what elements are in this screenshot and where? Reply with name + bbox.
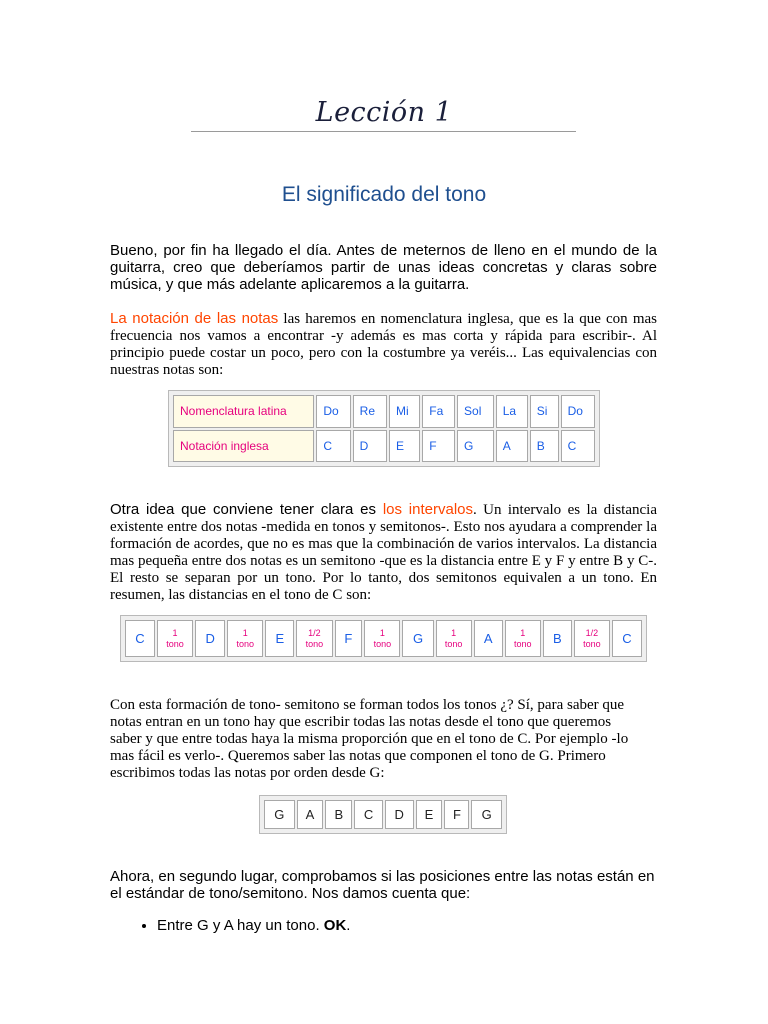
notation-paragraph bbox=[110, 310, 657, 379]
intro-paragraph: Bueno, por fin ha llegado el día. Antes de meternos de lleno en el mundo de la guitarra, creo que deberíamos partir de unas ideas concretas y claras sobre música, y que más adelante aplicaremos a la guitarra. bbox=[110, 242, 657, 293]
latin-note: Mi bbox=[389, 395, 420, 428]
interval-step bbox=[505, 620, 541, 657]
latin-row bbox=[173, 395, 595, 428]
interval-note: C bbox=[125, 620, 155, 657]
step-unit: tono bbox=[513, 638, 532, 649]
interval-note: C bbox=[612, 620, 642, 657]
check-paragraph: Ahora, en segundo lugar, comprobamos si las posiciones entre las notas están en el estándar de tono/semitono. Nos damos cuenta que: bbox=[110, 868, 655, 902]
title-divider bbox=[191, 131, 576, 132]
latin-note: Sol bbox=[457, 395, 494, 428]
english-note: A bbox=[496, 430, 528, 463]
latin-note: Si bbox=[530, 395, 559, 428]
intervals-paragraph bbox=[110, 501, 657, 604]
latin-note: Do bbox=[316, 395, 350, 428]
latin-note: Fa bbox=[422, 395, 455, 428]
interval-note: G bbox=[402, 620, 433, 657]
step-unit: tono bbox=[444, 638, 463, 649]
english-note: E bbox=[389, 430, 420, 463]
step-amount: 1/2 bbox=[585, 627, 599, 638]
step-unit: tono bbox=[236, 638, 255, 649]
g-note: F bbox=[444, 800, 469, 829]
interval-step bbox=[574, 620, 610, 657]
step-unit: tono bbox=[305, 638, 324, 649]
g-note: G bbox=[264, 800, 295, 829]
notation-text: las haremos en nomenclatura inglesa, que es la que con mas frecuencia nos vamos a encontrar -y además es mas corta y rápida para escribir-. Al principio puede costar un poco, pero con la costumbre ya veréis... Las equivalencias con nuestras notas son: bbox=[110, 311, 657, 378]
formation-paragraph: Con esta formación de tono- semitono se forman todos los tonos ¿? Sí, para saber que notas entran en un tono hay que escribir todas las notas desde el tono que queremos saber y que entre todas haya la misma proporción que en el tono de C. Por ejemplo -lo mas fácil es verlo-. Queremos saber las notas que componen el tono de G. Primero escribimos todas las notas por orden desde G: bbox=[110, 697, 629, 781]
latin-header: Nomenclatura latina bbox=[173, 395, 314, 428]
step-unit: tono bbox=[373, 638, 392, 649]
g-notes-table bbox=[259, 795, 507, 834]
g-note: D bbox=[385, 800, 414, 829]
interval-note: D bbox=[195, 620, 225, 657]
step-amount: 1 bbox=[172, 627, 178, 638]
interval-table bbox=[120, 615, 647, 662]
g-notes-row bbox=[264, 800, 502, 829]
g-note: A bbox=[297, 800, 324, 829]
intervals-lead: Otra idea que conviene tener clara es bbox=[110, 501, 383, 518]
latin-note: Do bbox=[561, 395, 595, 428]
step-amount: 1/2 bbox=[308, 627, 321, 638]
page-title: El significado del tono bbox=[281, 183, 487, 206]
g-note: C bbox=[354, 800, 383, 829]
english-header: Notación inglesa bbox=[173, 430, 314, 463]
english-note: B bbox=[530, 430, 559, 463]
interval-step bbox=[436, 620, 472, 657]
english-row bbox=[173, 430, 595, 463]
g-note: G bbox=[471, 800, 502, 829]
interval-step bbox=[296, 620, 332, 657]
english-note: D bbox=[353, 430, 387, 463]
step-unit: tono bbox=[166, 638, 184, 649]
english-note: C bbox=[561, 430, 595, 463]
list-item: • Entre G y A hay un tono. OK. bbox=[157, 917, 350, 935]
interval-note: B bbox=[543, 620, 572, 657]
english-note: C bbox=[316, 430, 350, 463]
interval-note: F bbox=[335, 620, 363, 657]
interval-step bbox=[227, 620, 263, 657]
intervals-highlight: los intervalos bbox=[382, 501, 473, 518]
intervals-text: . Un intervalo es la distancia existente entre dos notas -medida en tonos y semitonos-. Esto nos ayudara a comprender la formación de acordes, que no es mas que la combinación de varios intervalos. La distancia mas pequeña entre dos notas es un semitono -que es la distancia entre E y F y entre B y C-. El resto se separan por un tono. Por lo tanto, dos semitonos equivalen a un tono. En resumen, las distancias en el tono de C son: bbox=[110, 502, 657, 603]
latin-note: Re bbox=[353, 395, 387, 428]
latin-note: La bbox=[496, 395, 528, 428]
equivalence-table bbox=[168, 390, 600, 467]
finding-text: Entre G y A hay un tono. bbox=[157, 917, 324, 934]
step-amount: 1 bbox=[242, 627, 248, 638]
step-amount: 1 bbox=[520, 627, 526, 638]
english-note: F bbox=[422, 430, 455, 463]
g-note: E bbox=[416, 800, 443, 829]
interval-note: A bbox=[474, 620, 503, 657]
finding-ok: OK bbox=[323, 917, 347, 934]
interval-step bbox=[157, 620, 193, 657]
lesson-title: Lección 1 bbox=[315, 97, 453, 128]
interval-step bbox=[364, 620, 400, 657]
interval-note: E bbox=[265, 620, 294, 657]
step-amount: 1 bbox=[451, 627, 457, 638]
notation-highlight: La notación de las notas bbox=[110, 310, 279, 327]
step-unit: tono bbox=[583, 638, 601, 649]
findings-list bbox=[110, 917, 350, 935]
g-note: B bbox=[325, 800, 352, 829]
interval-row bbox=[125, 620, 642, 657]
step-amount: 1 bbox=[379, 627, 385, 638]
english-note: G bbox=[457, 430, 494, 463]
